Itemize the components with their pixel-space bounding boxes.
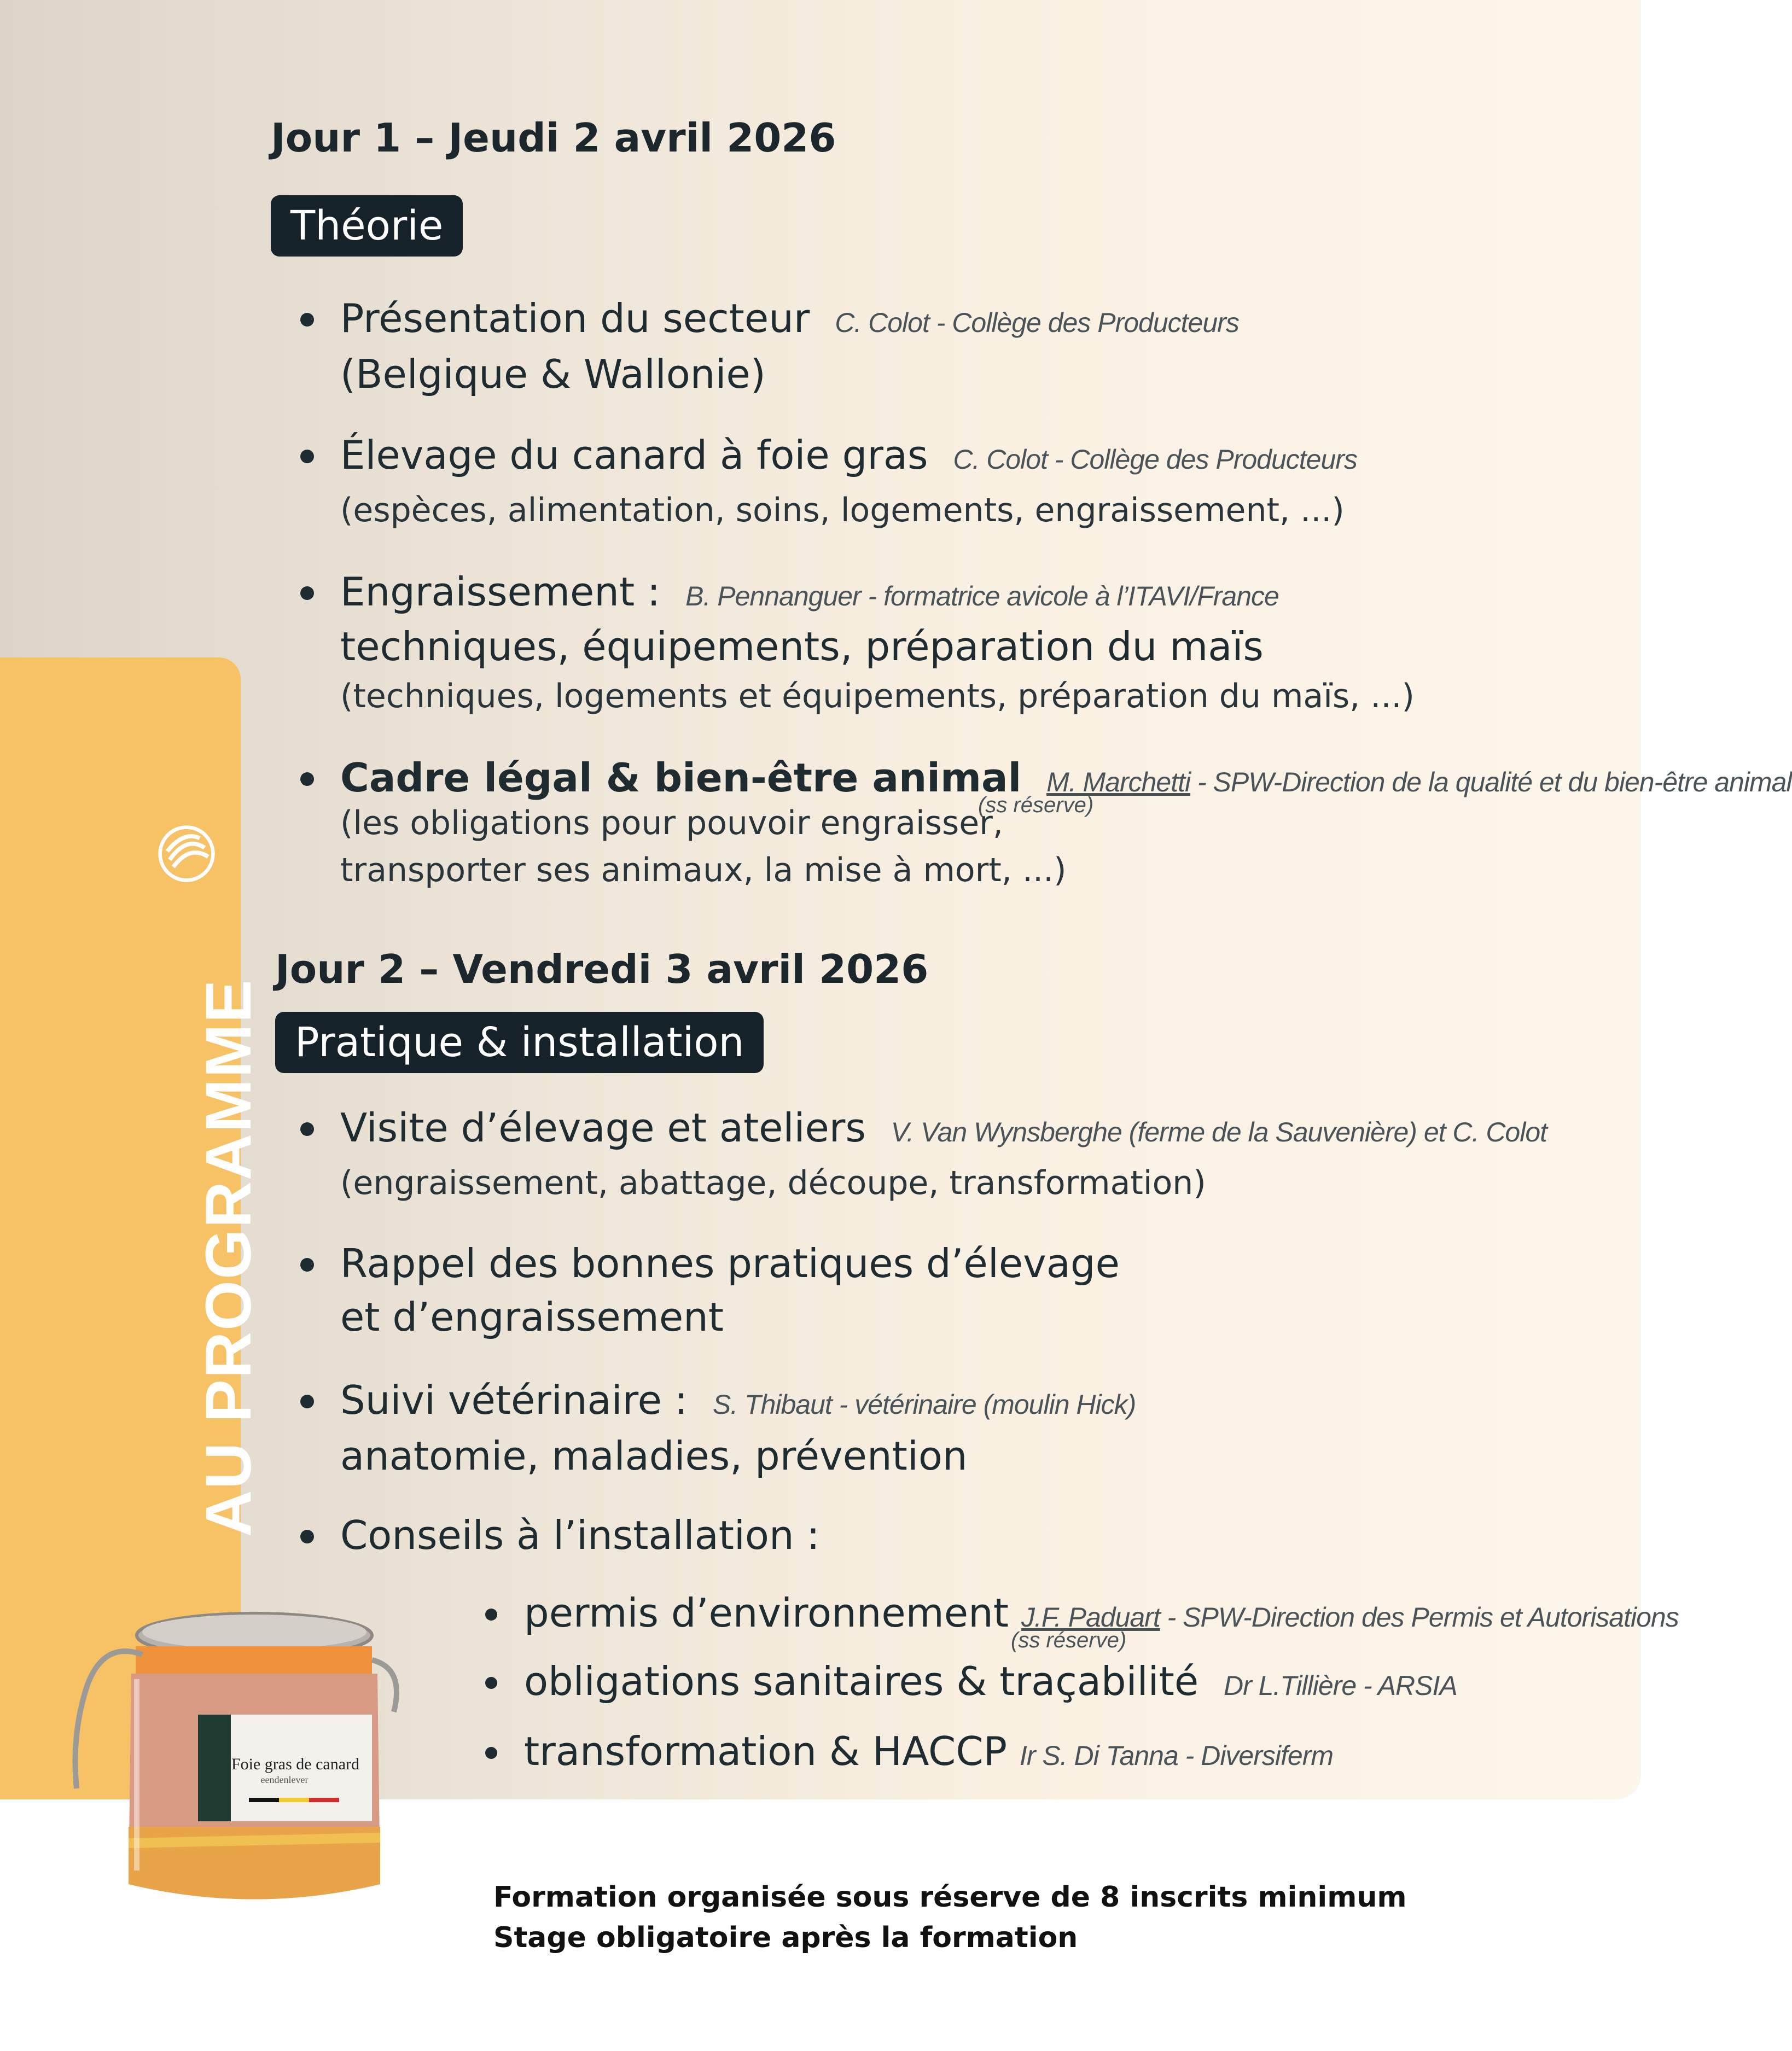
bullet bbox=[300, 1258, 314, 1272]
bullet bbox=[485, 1747, 497, 1759]
item-title: transformation & HACCP bbox=[524, 1728, 1008, 1774]
day1-heading: Jour 1 – Jeudi 2 avril 2026 bbox=[271, 115, 836, 161]
bullet bbox=[485, 1677, 497, 1689]
item-speaker: B. Pennanguer - formatrice avicole à l’ITAVI/France bbox=[685, 581, 1279, 611]
item-line2: et d’engraissement bbox=[340, 1294, 724, 1340]
item-note: (ss réserve) bbox=[1011, 1628, 1127, 1652]
item-speaker: Ir S. Di Tanna - Diversiferm bbox=[1019, 1740, 1333, 1771]
item-speaker: C. Colot - Collège des Producteurs bbox=[835, 307, 1239, 338]
bullet bbox=[300, 586, 314, 600]
footer-line1: Formation organisée sous réserve de 8 inscrits minimum bbox=[493, 1881, 1407, 1914]
item-title: permis d’environnement bbox=[524, 1590, 1009, 1636]
item-title: obligations sanitaires & traçabilité bbox=[524, 1658, 1199, 1704]
item-title: Conseils à l’installation : bbox=[340, 1512, 820, 1558]
item-line2: anatomie, maladies, prévention bbox=[340, 1433, 968, 1479]
item-title: Rappel des bonnes pratiques d’élevage bbox=[340, 1240, 1120, 1286]
item-speaker: V. Van Wynsberghe (ferme de la Sauvenière) et C. Colot bbox=[891, 1117, 1547, 1147]
bullet bbox=[300, 1122, 314, 1136]
jar-label: Foie gras de canard bbox=[231, 1755, 360, 1773]
item-speaker: Dr L.Tillière - ARSIA bbox=[1223, 1670, 1457, 1701]
item-detail: transporter ses animaux, la mise à mort, ...) bbox=[340, 851, 1067, 889]
item-title: Élevage du canard à foie gras bbox=[340, 432, 928, 478]
item-title: Visite d’élevage et ateliers bbox=[340, 1105, 866, 1151]
item-title: Cadre légal & bien-être animal bbox=[340, 755, 1022, 801]
item-detail: (les obligations pour pouvoir engraisser, bbox=[340, 804, 1003, 842]
bullet bbox=[300, 1530, 314, 1543]
item-title: Engraissement : bbox=[340, 569, 661, 615]
day2-heading: Jour 2 – Vendredi 3 avril 2026 bbox=[275, 946, 929, 992]
footer-note bbox=[493, 1877, 1407, 1958]
item-line2: techniques, équipements, préparation du maïs bbox=[340, 624, 1264, 669]
item-speaker: C. Colot - Collège des Producteurs bbox=[953, 444, 1357, 475]
side-title: AU PROGRAMME bbox=[193, 978, 265, 1537]
bullet bbox=[485, 1609, 497, 1621]
item-speaker: S. Thibaut - vétérinaire (moulin Hick) bbox=[712, 1389, 1136, 1420]
bullet bbox=[300, 313, 314, 327]
item-line2: (Belgique & Wallonie) bbox=[340, 351, 766, 397]
item-speaker-name: M. Marchetti bbox=[1046, 767, 1191, 797]
sunburst-logo-icon bbox=[156, 824, 217, 884]
item-note: (ss réserve) bbox=[978, 793, 1094, 817]
bullet bbox=[300, 450, 314, 463]
item-speaker: - SPW-Direction de la qualité et du bien-être animal bbox=[1190, 767, 1792, 797]
bullet bbox=[300, 772, 314, 786]
item-speaker: - SPW-Direction des Permis et Autorisations bbox=[1160, 1602, 1679, 1633]
item-speaker-name: J.F. Paduart bbox=[1021, 1602, 1160, 1633]
item-detail: (engraissement, abattage, découpe, transformation) bbox=[340, 1164, 1206, 1202]
day2-badge: Pratique & installation bbox=[275, 1012, 764, 1073]
item-detail: (techniques, logements et équipements, préparation du maïs, ...) bbox=[340, 677, 1415, 715]
item-detail: (espèces, alimentation, soins, logements, engraissement, ...) bbox=[340, 491, 1345, 529]
item-title: Présentation du secteur bbox=[340, 295, 810, 341]
day1-badge: Théorie bbox=[271, 195, 463, 257]
footer-line2: Stage obligatoire après la formation bbox=[493, 1921, 1078, 1954]
jar-brand: eendenlever bbox=[260, 1774, 309, 1785]
item-title: Suivi vétérinaire : bbox=[340, 1377, 688, 1423]
foie-gras-jar-image bbox=[66, 1608, 481, 1931]
bullet bbox=[300, 1395, 314, 1408]
